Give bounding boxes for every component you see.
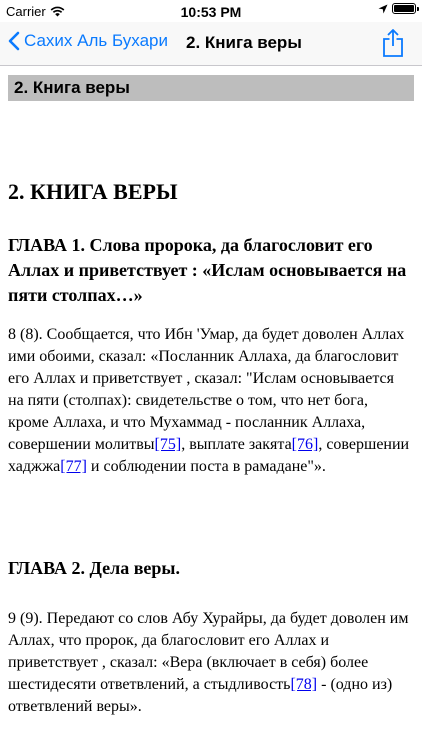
status-bar bbox=[0, 0, 422, 22]
status-right bbox=[378, 3, 416, 14]
hadith-9 bbox=[8, 608, 412, 718]
hadith-8 bbox=[8, 324, 412, 478]
footnote-link-75[interactable]: [75] bbox=[154, 436, 182, 453]
footnote-link-77[interactable]: [77] bbox=[60, 458, 87, 475]
battery-icon bbox=[392, 3, 416, 14]
hadith-text: и соблюдении поста в рамадане"». bbox=[86, 458, 326, 475]
status-time: 10:53 PM bbox=[180, 4, 242, 20]
footnote-link-78[interactable]: [78] bbox=[290, 676, 318, 693]
nav-title: 2. Книга веры bbox=[186, 33, 302, 52]
footnote-link-76[interactable]: [76] bbox=[291, 436, 319, 453]
hadith-text: - (одно из) ответвлений веры». bbox=[8, 676, 393, 715]
location-icon bbox=[378, 4, 388, 14]
chapter-heading-1: ГЛАВА 1. Слова пророка, да благословит его Аллах и приветствует : «Ислам основывается на пяти столпах…» bbox=[8, 235, 407, 305]
back-button[interactable] bbox=[8, 31, 168, 51]
back-button-label: Сахих Аль Бухари bbox=[24, 31, 168, 50]
section-banner: 2. Книга веры bbox=[8, 75, 414, 101]
hadith-text: 9 (9). Передают со слов Абу Хурайры, да будет доволен им Аллах, что пророк, да благословит его Аллах и приветствует , сказал: «Вера (включает в себя) более шестидесяти ответвлений, а стыдливость bbox=[8, 610, 409, 693]
share-icon bbox=[382, 29, 404, 57]
navigation-bar bbox=[0, 22, 422, 66]
book-title: 2. КНИГА ВЕРЫ bbox=[8, 179, 178, 204]
carrier-label: Carrier bbox=[6, 4, 46, 19]
hadith-text: , совершении хаджжа bbox=[8, 436, 410, 475]
chapter-heading-2: ГЛАВА 2. Дела веры. bbox=[8, 558, 180, 578]
hadith-text: , выплате закята bbox=[181, 436, 292, 453]
chevron-left-icon bbox=[8, 31, 20, 51]
share-button[interactable] bbox=[382, 29, 404, 62]
hadith-text: 8 (8). Сообщается, что Ибн 'Умар, да будет доволен Аллах ими обоими, сказал: «Посланник Аллаха, да благословит его Аллах и приветствует , сказал: "Ислам основывается на пяти (столпах): свидетельстве о том, что нет бога, кроме Аллаха, и что Мухаммад - посланник Аллаха, совершении молитвы bbox=[8, 326, 405, 453]
content-area[interactable] bbox=[0, 66, 422, 750]
